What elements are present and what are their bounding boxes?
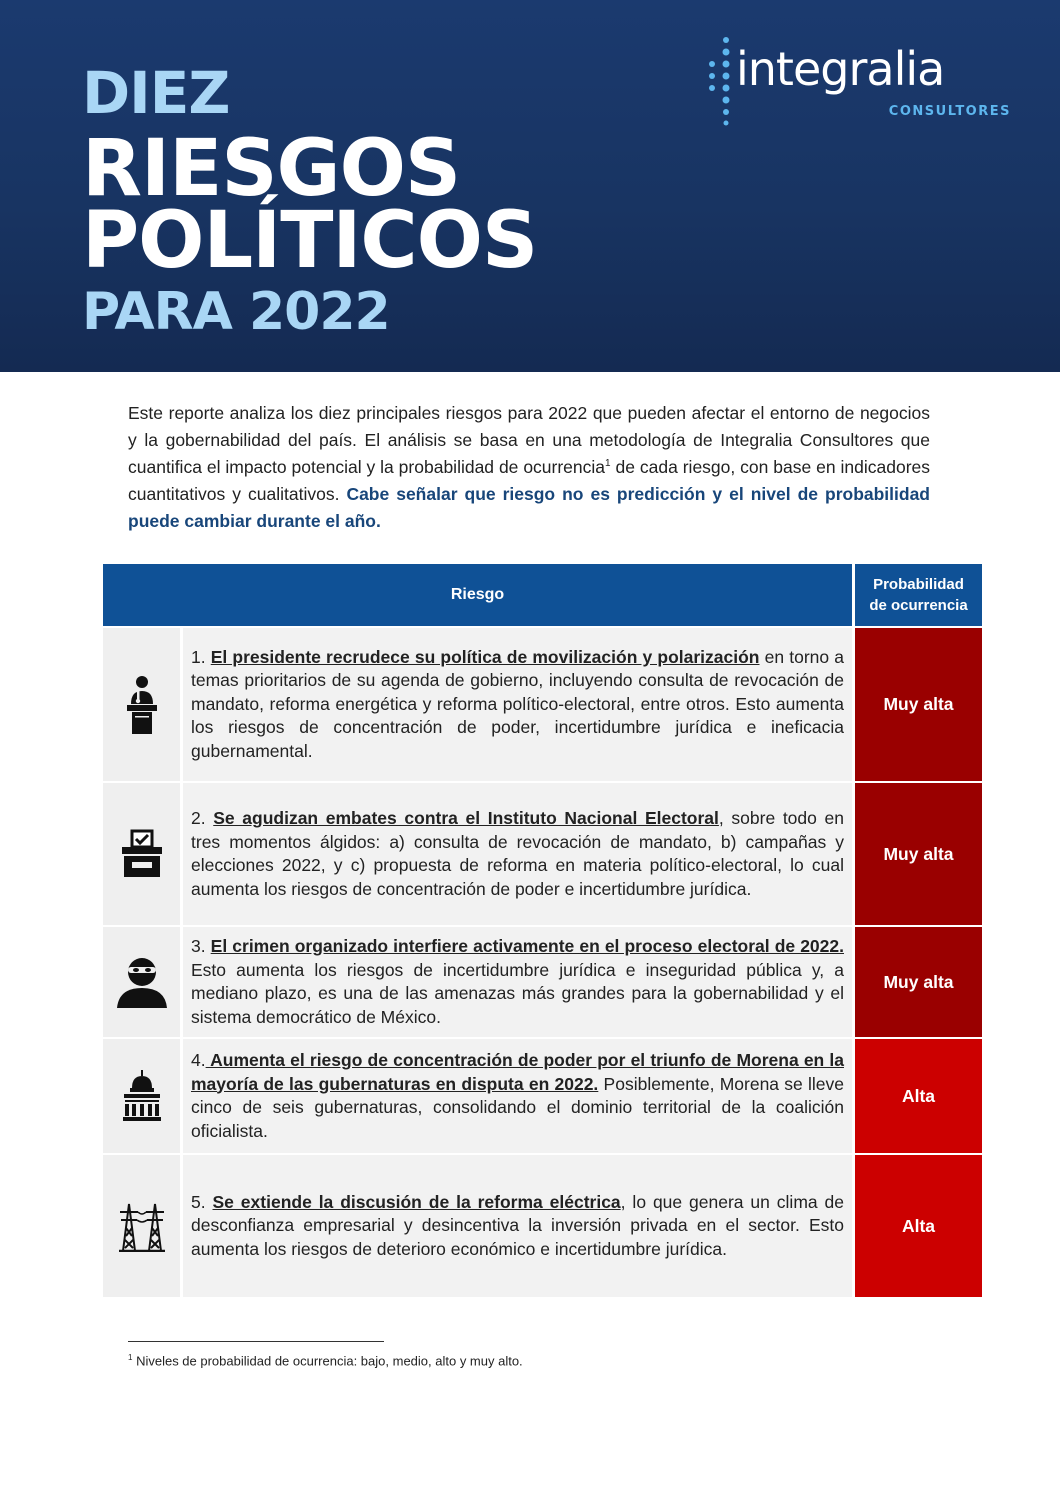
- title-line-1: DIEZ: [82, 59, 230, 127]
- probability-badge: Muy alta: [855, 783, 982, 925]
- probability-badge: Muy alta: [855, 927, 982, 1037]
- table-row: [103, 628, 982, 781]
- table-row: [103, 1039, 982, 1153]
- row-text-cell: [183, 1155, 852, 1297]
- table-row: [103, 1155, 982, 1297]
- row-icon-cell: [103, 783, 180, 925]
- integralia-logo: [706, 36, 1011, 128]
- risk-number: 3.: [191, 936, 211, 956]
- footnote-divider: [128, 1341, 384, 1342]
- probability-badge: Muy alta: [855, 628, 982, 781]
- row-icon-cell: [103, 1039, 180, 1153]
- speaker-podium-icon: [125, 674, 159, 736]
- logo-dots-icon: [706, 36, 736, 128]
- intro-text-2: de cada riesgo, con base en indicadores cuantitativos y cualitativos.: [128, 457, 931, 504]
- risk-description: [191, 935, 844, 1029]
- row-icon-cell: [103, 1155, 180, 1297]
- risk-description: [191, 1191, 844, 1262]
- risk-headline: Aumenta el riesgo de concentración de poder por el triunfo de Morena en la mayoría de las gubernaturas en disputa en 2022.: [191, 1050, 844, 1094]
- header-prob-line-1: Probabilidad: [873, 576, 964, 593]
- risk-number: 5.: [191, 1191, 213, 1212]
- logo-name: integralia: [736, 42, 945, 96]
- row-icon-cell: [103, 628, 180, 781]
- risk-detail: , sobre todo en tres momentos álgidos: a) consulta de revocación de mandato, b) campañas y elecciones 2022, y c) propuesta de reforma en materia político-electoral, lo cual aumenta los riesgos de concentración de poder e incertidumbre jurídica.: [191, 808, 844, 899]
- row-text-cell: [183, 927, 852, 1037]
- intro-highlight: Cabe señalar que riesgo no es predicción y el nivel de probabilidad puede cambiar durante el año.: [128, 484, 930, 531]
- row-text-cell: [183, 628, 852, 781]
- footnote-text: Niveles de probabilidad de ocurrencia: bajo, medio, alto y muy alto.: [132, 1353, 523, 1369]
- intro-text-1: Este reporte analiza los diez principales riesgos para 2022 que pueden afectar el entorno de negocios y la gobernabilidad del país. El análisis se basa en una metodología de Integralia Consultores que cuantifica el impacto potencial y la probabilidad de ocurrencia: [128, 403, 930, 477]
- risk-headline: El presidente recrudece su política de movilización y polarización: [210, 646, 760, 667]
- risk-description: [191, 646, 844, 764]
- risk-number: 4.: [191, 1050, 206, 1070]
- header-probability: [855, 564, 982, 626]
- row-text-cell: [183, 783, 852, 925]
- risk-headline: Se extiende la discusión de la reforma eléctrica: [212, 1191, 621, 1212]
- table-row: [103, 927, 982, 1037]
- row-icon-cell: [103, 927, 180, 1037]
- risk-table: [103, 564, 982, 1297]
- cover-header: [0, 0, 1060, 372]
- risk-number: 1.: [191, 646, 211, 667]
- ballot-box-icon: [120, 829, 164, 879]
- row-text-cell: [183, 1039, 852, 1153]
- probability-badge: Alta: [855, 1039, 982, 1153]
- probability-badge: Alta: [855, 1155, 982, 1297]
- page-title: [82, 59, 538, 342]
- logo-subtitle: CONSULTORES: [888, 104, 1011, 119]
- risk-detail: Esto aumenta los riesgos de incertidumbre jurídica e inseguridad pública y, a mediano plazo, es una de las amenazas más grandes para la gobernabilidad y el sistema democrático de México.: [191, 959, 844, 1027]
- table-header: [103, 564, 982, 626]
- header-risk: Riesgo: [103, 564, 852, 626]
- footnote-ref: 1: [128, 1353, 133, 1362]
- footnote: [128, 1353, 523, 1368]
- title-line-3: POLÍTICOS: [82, 196, 538, 286]
- title-line-2: RIESGOS: [82, 124, 461, 214]
- title-line-4: PARA 2022: [82, 282, 390, 342]
- power-tower-icon: [117, 1200, 167, 1252]
- risk-detail: , lo que genera un clima de desconfianza empresarial y desincentiva la inversión privada en el sector. Esto aumenta los riesgos de deterioro económico e incertidumbre jurídica.: [191, 1191, 844, 1259]
- risk-headline: El crimen organizado interfiere activamente en el proceso electoral de 2022.: [210, 936, 844, 956]
- capitol-building-icon: [122, 1070, 162, 1122]
- masked-criminal-icon: [115, 956, 169, 1008]
- risk-headline: Se agudizan embates contra el Instituto Nacional Electoral: [213, 808, 719, 828]
- intro-paragraph: [128, 400, 930, 535]
- table-row: [103, 783, 982, 925]
- intro-footnote-ref: 1: [605, 458, 611, 470]
- risk-number: 2.: [191, 808, 214, 828]
- risk-description: [191, 807, 844, 901]
- risk-description: [191, 1049, 844, 1143]
- risk-detail: Posiblemente, Morena se lleve cinco de seis gubernaturas, consolidando el dominio territorial de la coalición oficialista.: [191, 1073, 845, 1141]
- risk-detail: en torno a temas prioritarios de su agenda de gobierno, incluyendo consulta de revocación de mandato, reforma energética y reforma político-electoral, entre otros. Esto aumenta los riesgos de concentración de poder, incertidumbre jurídica e ineficacia gubernamental.: [191, 646, 844, 761]
- header-prob-line-2: de ocurrencia: [869, 597, 968, 614]
